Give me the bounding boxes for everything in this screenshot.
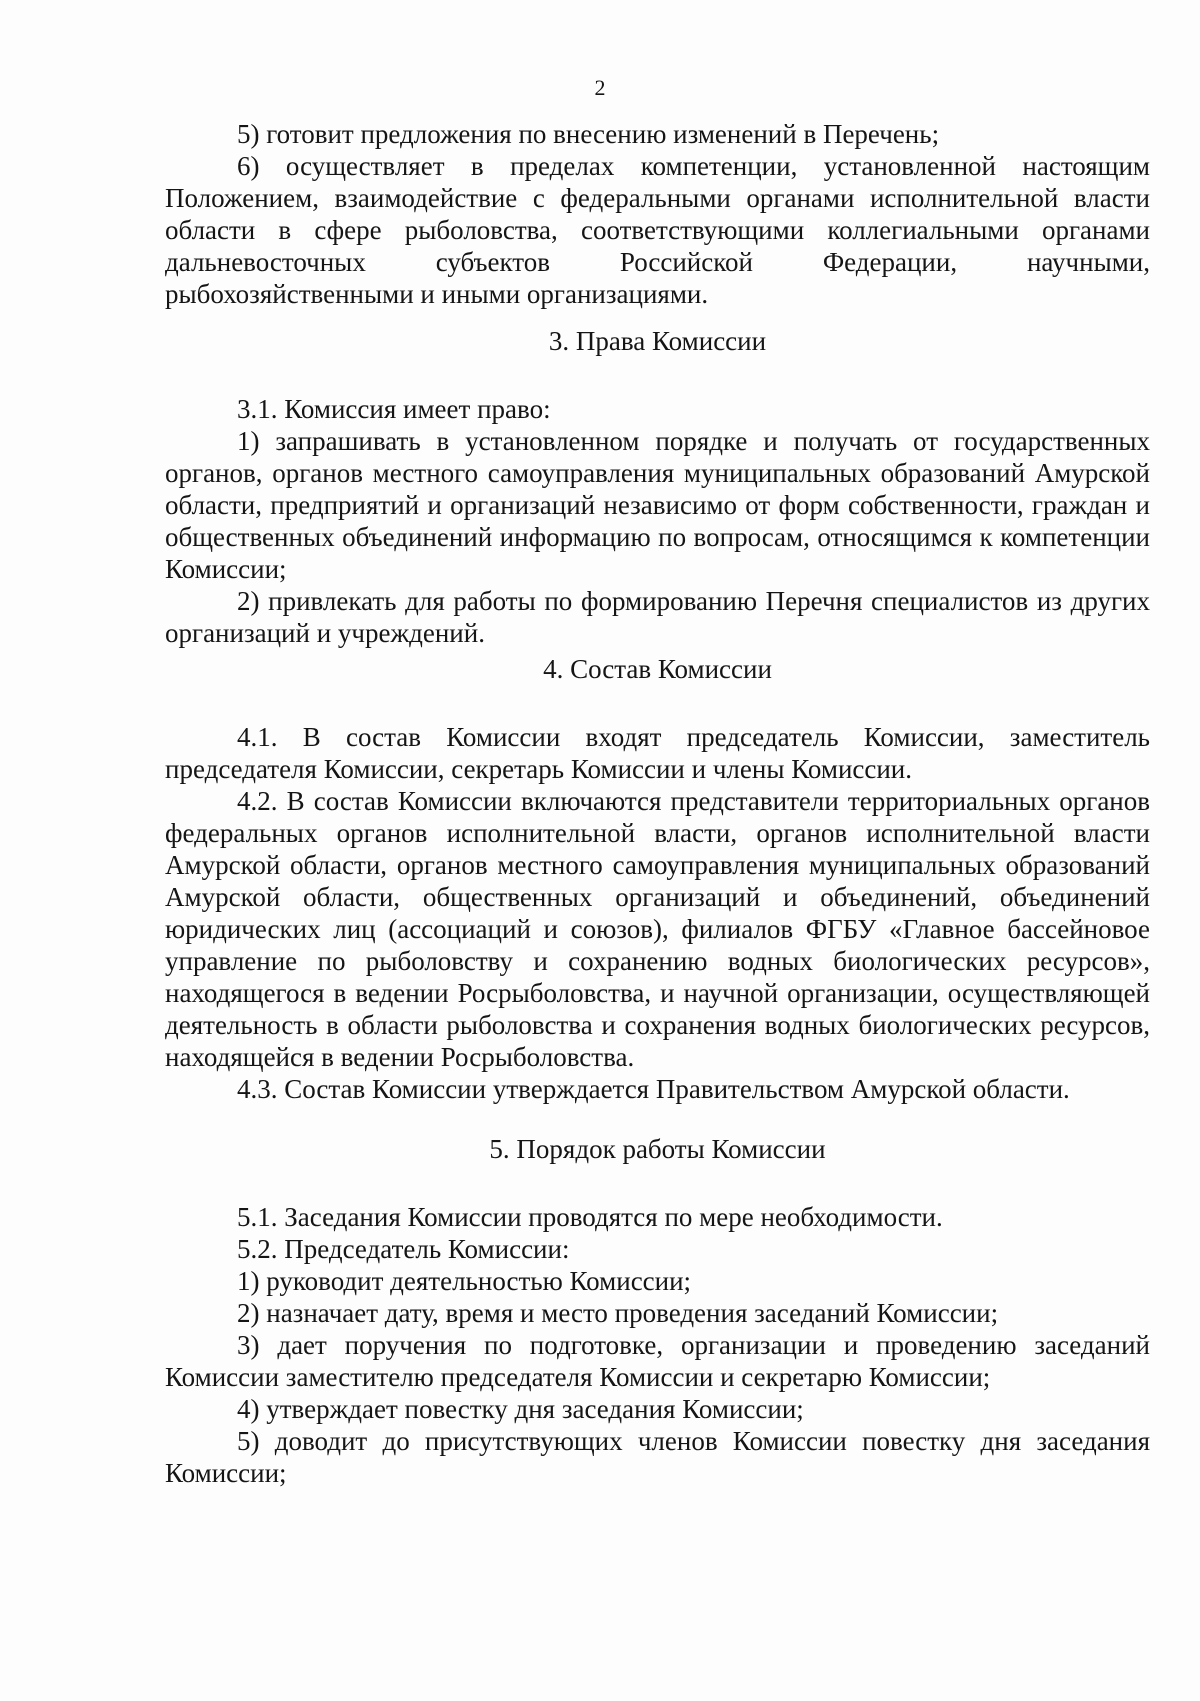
paragraph-4-3: 4.3. Состав Комиссии утверждается Правительством Амурской области. xyxy=(237,1074,1070,1104)
section-3-heading: 3. Права Комиссии xyxy=(548,326,767,356)
paragraph-2-6: 6) осуществляет в пределах компетенции, установленной настоящим Положением, взаимодействие с федеральными органами исполнительной власти области в сфере рыболовства, соответствующими коллегиальными органами дальневосточных субъектов Российской Федерации, научными, рыбохозяйственными и иными организациями. xyxy=(165,151,1150,309)
paragraph-2-5: 5) готовит предложения по внесению изменений в Перечень; xyxy=(237,119,940,149)
section-2-continuation xyxy=(165,118,1150,310)
paragraph-5-2-4: 4) утверждает повестку дня заседания Комиссии; xyxy=(237,1394,804,1424)
paragraph-5-2-1: 1) руководит деятельностью Комиссии; xyxy=(237,1266,692,1296)
paragraph-4-2: 4.2. В состав Комиссии включаются представители территориальных органов федеральных органов исполнительной власти, органов исполнительной власти Амурской области, органов местного самоуправления муниципальных образований Амурской области, общественных организаций и объединений, объединений юридических лиц (ассоциаций и союзов), филиалов ФГБУ «Главное бассейновое управление по рыболовству и сохранению водных биологических ресурсов», находящегося в ведении Росрыболовства, и научной организации, осуществляющей деятельность в области рыболовства и сохранения водных биологических ресурсов, находящейся в ведении Росрыболовства. xyxy=(165,786,1150,1072)
paragraph-5-2-2: 2) назначает дату, время и место проведения заседаний Комиссии; xyxy=(237,1298,999,1328)
paragraph-5-1: 5.1. Заседания Комиссии проводятся по мере необходимости. xyxy=(237,1202,943,1232)
page-number: 2 xyxy=(594,75,606,100)
section-5 xyxy=(165,1133,1150,1489)
paragraph-3-1-1: 1) запрашивать в установленном порядке и получать от государственных органов, органов местного самоуправления муниципальных образований Амурской области, предприятий и организаций независимо от форм собственности, граждан и общественных объединений информацию по вопросам, относящимся к компетенции Комиссии; xyxy=(165,426,1150,584)
section-5-heading: 5. Порядок работы Комиссии xyxy=(489,1134,826,1164)
section-4 xyxy=(165,653,1150,1105)
paragraph-5-2: 5.2. Председатель Комиссии: xyxy=(237,1234,570,1264)
paragraph-3-1-2: 2) привлекать для работы по формированию Перечня специалистов из других организаций и учреждений. xyxy=(165,586,1150,648)
paragraph-3-1: 3.1. Комиссия имеет право: xyxy=(237,394,551,424)
section-3 xyxy=(165,325,1150,649)
paragraph-5-2-3: 3) дает поручения по подготовке, организации и проведению заседаний Комиссии заместителю председателя Комиссии и секретарю Комиссии; xyxy=(165,1330,1150,1392)
paragraph-4-1: 4.1. В состав Комиссии входят председатель Комиссии, заместитель председателя Комиссии, секретарь Комиссии и члены Комиссии. xyxy=(165,722,1150,784)
section-4-heading: 4. Состав Комиссии xyxy=(543,654,772,684)
paragraph-5-2-5: 5) доводит до присутствующих членов Комиссии повестку дня заседания Комиссии; xyxy=(165,1426,1150,1488)
